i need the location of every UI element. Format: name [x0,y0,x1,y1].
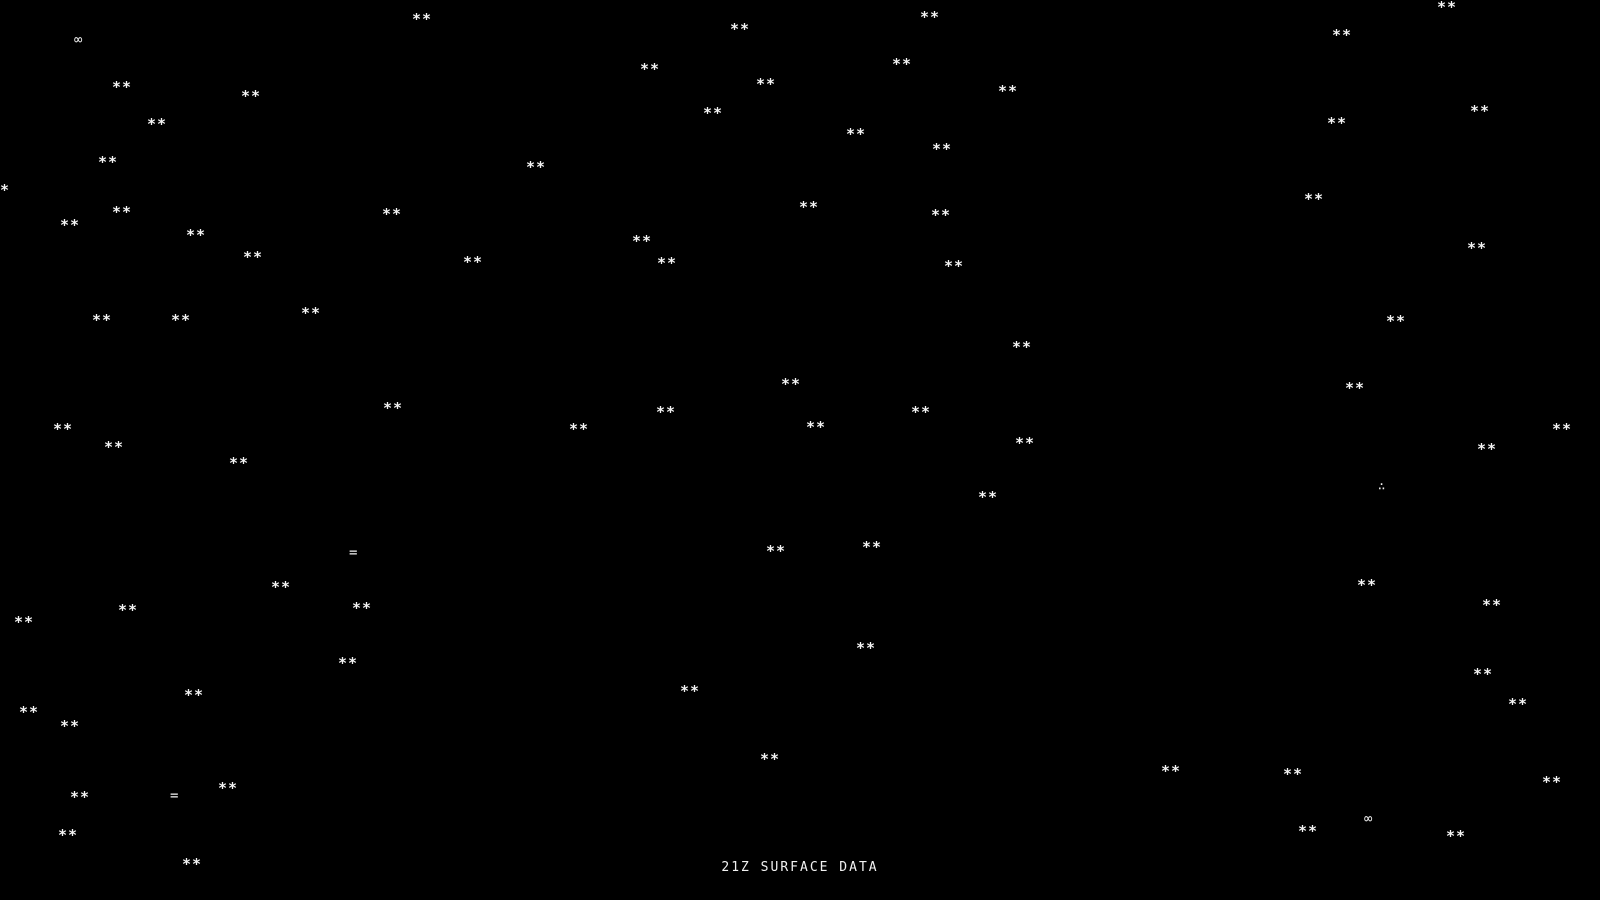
station-symbol-star: ** [1327,114,1348,132]
station-symbol-star: ** [271,578,292,596]
station-symbol-star: ** [932,140,953,158]
station-symbol-star: ** [1552,420,1573,438]
station-symbol-star: ** [781,375,802,393]
station-symbol-star: ** [1482,596,1503,614]
station-symbol-star: ** [352,599,373,617]
station-symbol-star: ** [14,613,35,631]
station-symbol-star: ** [98,153,119,171]
station-symbol-star: ** [301,304,322,322]
station-symbol-star: ** [1357,576,1378,594]
station-symbol-star: ** [703,104,724,122]
station-symbol-star: ** [1332,26,1353,44]
station-symbol-star: ** [911,403,932,421]
station-symbol-star: ** [70,788,91,806]
station-symbol-star: ** [766,542,787,560]
station-symbol-star: ** [112,78,133,96]
station-symbol-star: ** [657,254,678,272]
station-symbol-star: ** [756,75,777,93]
station-symbol-star: ** [978,488,999,506]
station-symbol-star: ** [806,418,827,436]
station-symbol-star: ** [147,115,168,133]
station-symbol-star: ** [218,779,239,797]
station-symbol-star: ** [931,206,952,224]
station-symbol-star: ** [1298,822,1319,840]
station-symbol-star: ** [412,10,433,28]
station-symbol-star: ** [1446,827,1467,845]
station-symbol-star: ** [632,232,653,250]
station-symbol-star: ** [241,87,262,105]
station-symbol-star: ** [640,60,661,78]
station-symbol-star: ** [1015,434,1036,452]
station-symbol-star: ** [1012,338,1033,356]
station-symbol-star: ** [526,158,547,176]
station-symbol-star: ** [1467,239,1488,257]
station-symbol-star: ** [171,311,192,329]
station-symbol-star: ** [58,826,79,844]
station-symbol-equals: = [349,545,359,561]
station-symbol-star: ** [184,686,205,704]
station-symbol-equals: = [170,788,180,804]
station-symbol-star: ** [104,438,125,456]
station-symbol-star: ** [60,717,81,735]
station-symbol-star: ** [182,855,203,873]
station-symbol-star: ** [60,216,81,234]
station-symbol-star: ** [1470,102,1491,120]
station-symbol-star: ** [338,654,359,672]
station-symbol-star: ** [92,311,113,329]
station-symbol-infinity: ∞ [1364,811,1374,827]
station-symbol-star: ** [112,203,133,221]
station-symbol-star: ** [944,257,965,275]
station-symbol-infinity: ∞ [74,32,84,48]
station-symbol-star: ** [463,253,484,271]
station-symbol-star: ** [1161,762,1182,780]
station-symbol-star: ** [846,125,867,143]
station-symbol-star: ** [383,399,404,417]
station-symbol-star: ** [1473,665,1494,683]
station-symbol-star: ** [1477,440,1498,458]
station-symbol-star: ** [856,639,877,657]
station-symbol-star: ** [53,420,74,438]
status-bar: 21Z SURFACE DATA [721,860,879,875]
station-symbol-star: ** [243,248,264,266]
station-symbol-star: ** [892,55,913,73]
station-symbol-star: * [0,181,11,199]
station-symbol-star: ** [760,750,781,768]
station-symbol-star: ** [229,454,250,472]
station-symbol-star: ** [799,198,820,216]
station-symbol-star: ** [569,420,590,438]
station-symbol-star: ** [382,205,403,223]
station-symbol-star: ** [680,682,701,700]
station-symbol-star: ** [118,601,139,619]
station-symbol-star: ** [1437,0,1458,16]
station-symbol-star: ** [1345,379,1366,397]
station-symbol-star: ** [19,703,40,721]
station-symbol-star: ** [730,20,751,38]
station-symbol-star: ** [1304,190,1325,208]
station-symbol-star: ** [1508,695,1529,713]
station-symbol-star: ** [1542,773,1563,791]
station-symbol-star: ** [998,82,1019,100]
station-symbol-star: ** [186,226,207,244]
station-symbol-star: ** [1386,312,1407,330]
station-symbol-caret: ∴ [1378,479,1387,493]
station-symbol-star: ** [920,8,941,26]
station-symbol-star: ** [862,538,883,556]
station-symbol-star: ** [1283,765,1304,783]
station-symbol-star: ** [656,403,677,421]
